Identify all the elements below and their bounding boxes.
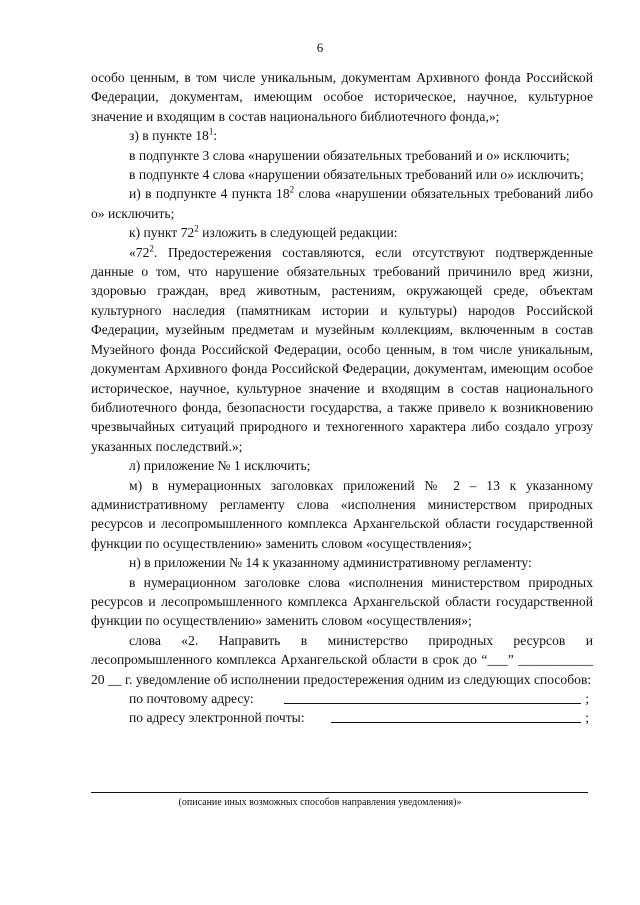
paragraph-11: в нумерационном заголовке слова «исполнения министерством природных ресурсов и лесопромышленного комплекса Архангельской области государственной функции по осуществлению» заменить словом «осуществления»; — [91, 574, 593, 629]
paragraph-6-text: к) пункт 72 — [129, 225, 195, 241]
document-body — [91, 68, 593, 728]
paragraph-5-text: и) в подпункте 4 пункта 18 — [129, 186, 290, 202]
paragraph-10: н) в приложении № 14 к указанному административному регламенту: — [129, 555, 532, 571]
paragraph-9: м) в нумерационных заголовках приложений № 2 – 13 к указанному административному регламенту слова «исполнения министерством природных ресурсов и лесопромышленного комплекса Архангельской области государственной функции по осуществлению» заменить словом «осуществления»; — [91, 477, 593, 551]
paragraph-8: л) приложение № 1 исключить; — [129, 458, 311, 474]
page-number: 6 — [316, 40, 324, 55]
paragraph-2-sup: 1 — [208, 126, 214, 137]
postal-address-blank — [284, 703, 581, 704]
paragraph-7-text: «72 — [129, 244, 150, 260]
postal-address-line — [91, 689, 593, 708]
email-address-blank — [331, 722, 581, 723]
paragraph-7 — [91, 243, 593, 456]
email-address-end: ; — [585, 710, 589, 726]
paragraph-3: в подпункте 3 слова «нарушении обязательных требований и о» исключить; — [129, 147, 570, 163]
paragraph-5 — [91, 184, 593, 223]
postal-address-label: по почтовому адресу: — [129, 691, 254, 706]
email-address-line — [91, 708, 593, 727]
postal-address-end: ; — [585, 691, 589, 706]
paragraph-5-sup: 2 — [289, 184, 295, 195]
paragraph-7-tail: . Предостережения составляются, если отсутствуют подтвержденные данные о том, что нарушение обязательных требований причинило вред жизни, здоровью граждан, вред животным, растениям, окружающей среде, объектам культурного наследия (памятникам истории и культуры) народов Российской Федерации, музейным предметам и музейным коллекциям, включенным в состав Музейного фонда Российской Федерации, особо ценным, в том числе уникальным, документам Архивного фонда Российской Федерации, документам, имеющим особое историческое, научное, культурное значение и входящим в состав национального библиотечного фонда, безопасности государства, а также привело к возникновению чрезвычайных ситуаций природного и техногенного характера либо создало угрозу указанных последствий.»; — [91, 244, 593, 454]
paragraph-2-text: з) в пункте 18 — [129, 128, 209, 144]
paragraph-2 — [91, 126, 593, 145]
paragraph-1: особо ценным, в том числе уникальным, документам Архивного фонда Российской Федерации, документам, имеющим особое историческое, научное, культурное значение и входящим в состав национального библиотечного фонда,»; — [91, 70, 593, 124]
paragraph-4: в подпункте 4 слова «нарушении обязательных требований или о» исключить; — [129, 167, 584, 183]
paragraph-6 — [91, 223, 593, 242]
paragraph-6-tail: изложить в следующей редакции: — [198, 225, 398, 241]
methods-blank-line — [91, 792, 588, 793]
paragraph-12: слова «2. Направить в министерство природных ресурсов и лесопромышленного комплекса Архангельской области в срок до “___” ___________ 20 __ г. уведомление об исполнении предостережения одним из следующих способов: — [91, 632, 593, 687]
email-address-label: по адресу электронной почты: — [129, 710, 305, 726]
paragraph-7-sup: 2 — [149, 243, 154, 254]
methods-caption: (описание иных возможных способов направления уведомления)» — [178, 797, 462, 808]
paragraph-5-tail: слова «нарушении обязательных требований либо о» исключить; — [91, 186, 593, 221]
paragraph-6-sup: 2 — [194, 223, 199, 234]
paragraph-2-tail: : — [213, 128, 218, 144]
